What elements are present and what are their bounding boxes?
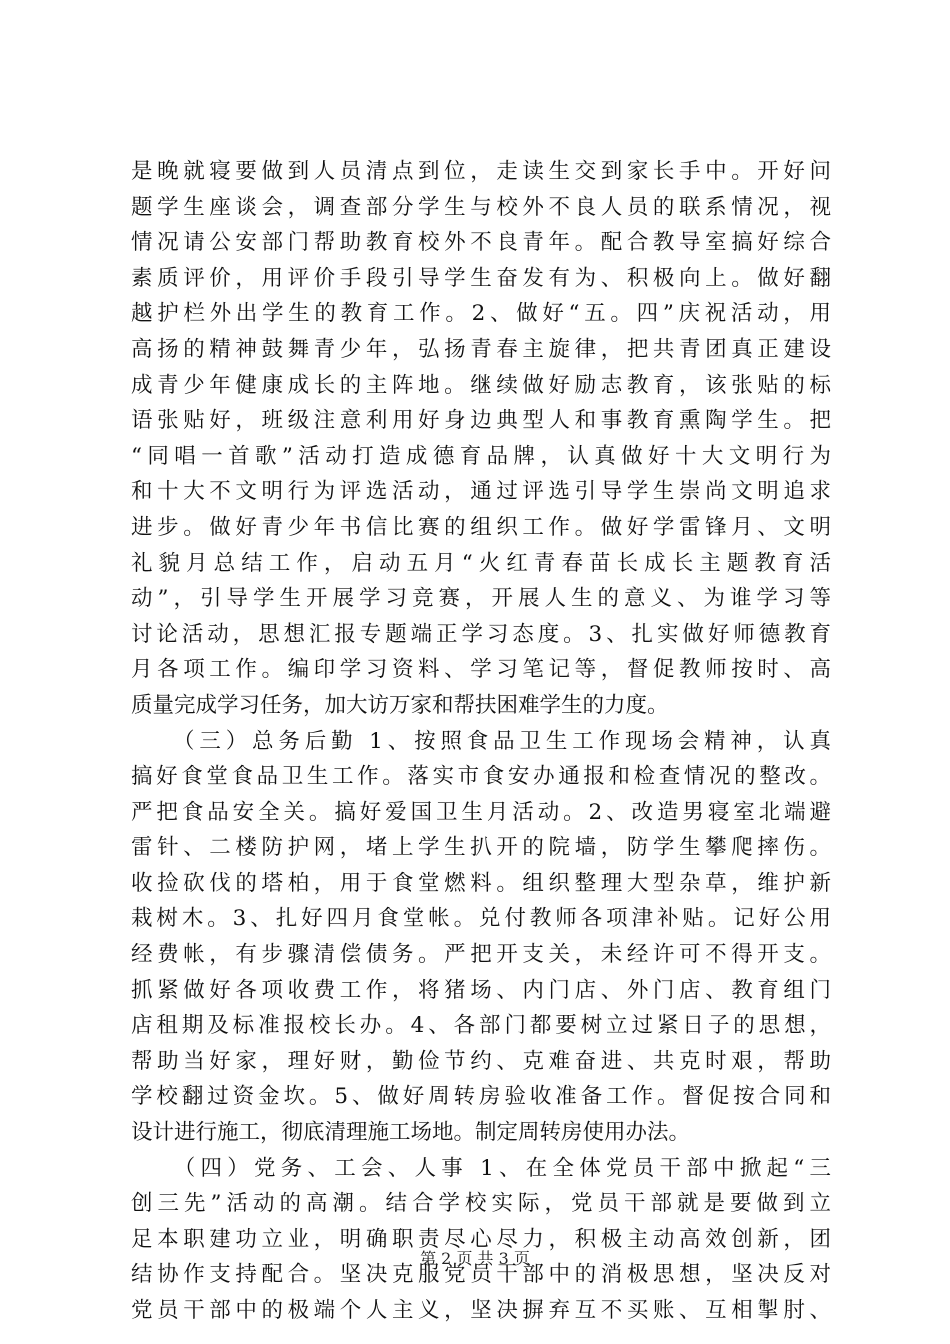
text-line: 学校翻过资金坎。5、做好周转房验收准备工作。督促按合同和 (131, 1084, 831, 1110)
page-number-footer: 第 2 页 共 3 页 (420, 1249, 530, 1268)
text-line: （四）党务、工会、人事 1、在全体党员干部中掀起“三 (131, 1155, 831, 1181)
text-line: 足本职建功立业，明确职责尽心尽力，积极主动高效创新，团 (131, 1226, 831, 1252)
text-line: 设计进行施工，彻底清理施工场地。制定周转房使用办法。 (131, 1120, 691, 1146)
text-line: 讨论活动，思想汇报专题端正学习态度。3、扎实做好师德教育 (131, 621, 831, 647)
text-line: 创三先”活动的高潮。结合学校实际，党员干部就是要做到立 (131, 1191, 831, 1217)
text-line: 帮助当好家，理好财，勤俭节约、克难奋进、共克时艰，帮助 (131, 1048, 831, 1074)
text-line: 月各项工作。编印学习资料、学习笔记等，督促教师按时、高 (131, 657, 831, 683)
document-body (131, 154, 831, 1329)
text-line: 语张贴好，班级注意利用好身边典型人和事教育熏陶学生。把 (131, 408, 831, 434)
text-line: 严把食品安全关。搞好爱国卫生月活动。2、改造男寝室北端避 (131, 799, 831, 825)
text-line: 礼貌月总结工作，启动五月“火红青春苗长成长主题教育活 (131, 550, 831, 576)
text-line: 党员干部中的极端个人主义，坚决摒弃互不买账、互相掣肘、 (131, 1298, 831, 1323)
text-line: 经费帐，有步骤清偿债务。严把开支关，未经许可不得开支。 (131, 942, 831, 968)
text-line: 动”，引导学生开展学习竞赛，开展人生的意义、为谁学习等 (131, 586, 831, 612)
text-line: 题学生座谈会，调查部分学生与校外不良人员的联系情况，视 (131, 194, 831, 220)
text-line: 和十大不文明行为评选活动，通过评选引导学生崇尚文明追求 (131, 479, 831, 505)
text-line: 高扬的精神鼓舞青少年，弘扬青春主旋律，把共青团真正建设 (131, 336, 831, 362)
text-line: 搞好食堂食品卫生工作。落实市食安办通报和检查情况的整改。 (131, 764, 831, 790)
text-line: “同唱一首歌”活动打造成德育品牌，认真做好十大文明行为 (131, 443, 831, 469)
text-line: 结协作支持配合。坚决克服党员干部中的消极思想，坚决反对 (131, 1262, 831, 1288)
text-line: 抓紧做好各项收费工作，将猪场、内门店、外门店、教育组门 (131, 977, 831, 1003)
text-line: 质量完成学习任务，加大访万家和帮扶困难学生的力度。 (131, 692, 669, 718)
text-line: 收捡砍伐的塔柏，用于食堂燃料。组织整理大型杂草，维护新 (131, 870, 831, 896)
text-line: 店租期及标准报校长办。4、各部门都要树立过紧日子的思想， (131, 1013, 831, 1039)
text-line: 栽树木。3、扎好四月食堂帐。兑付教师各项津补贴。记好公用 (131, 906, 831, 932)
text-line: 雷针、二楼防护网，堵上学生扒开的院墙，防学生攀爬摔伤。 (131, 835, 831, 861)
text-line: 情况请公安部门帮助教育校外不良青年。配合教导室搞好综合 (131, 230, 831, 256)
text-line: 进步。做好青少年书信比赛的组织工作。做好学雷锋月、文明 (131, 514, 831, 540)
text-line: 素质评价，用评价手段引导学生奋发有为、积极向上。做好翻 (131, 265, 831, 291)
text-line: 越护栏外出学生的教育工作。2、做好“五。四”庆祝活动，用 (131, 301, 831, 327)
text-line: 成青少年健康成长的主阵地。继续做好励志教育，该张贴的标 (131, 372, 831, 398)
text-line: 是晚就寝要做到人员清点到位，走读生交到家长手中。开好问 (131, 159, 831, 184)
text-line: （三）总务后勤 1、按照食品卫生工作现场会精神，认真 (131, 728, 831, 754)
